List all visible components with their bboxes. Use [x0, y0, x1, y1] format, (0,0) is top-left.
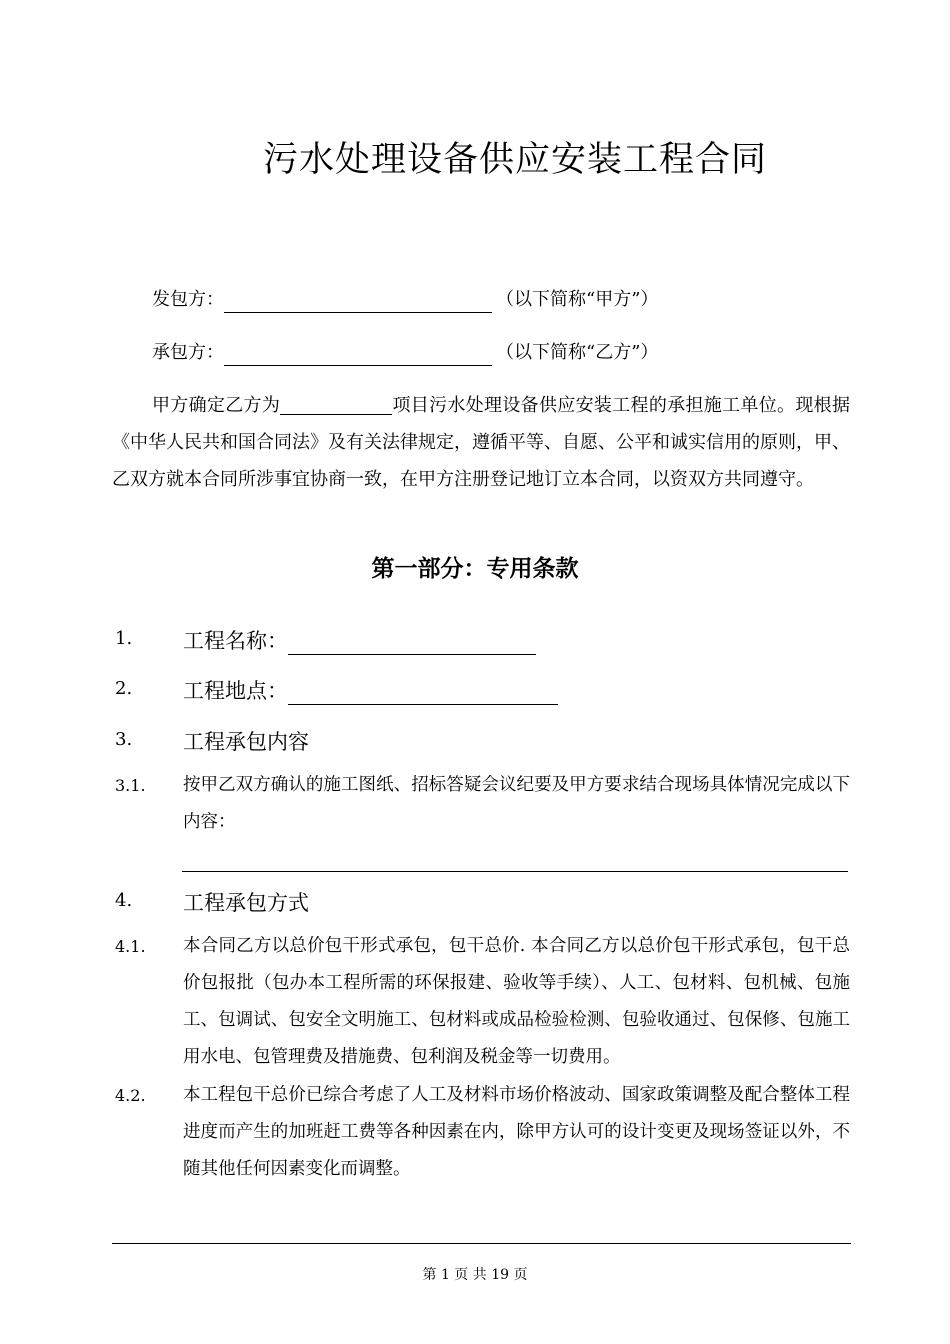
intro-part2: 项目污水处理设备供应安装工程的承担施工单位。现根据《中华人民共和国合同法》及有关法律规定，遵循平等、自愿、公平和诚实信用的原则，甲、乙双方就本合同所涉事宜协商一致，在甲方注册登记地订立本合同，以资双方共同遵守。: [112, 395, 850, 490]
contractor-note: （以下简称“乙方”）: [496, 342, 659, 363]
item-3-1-text: 按甲乙双方确认的施工图纸、招标答疑会议纪要及甲方要求结合现场具体情况完成以下内容：: [183, 775, 850, 832]
item-1-row: [183, 625, 536, 655]
item-4-label: 工程承包方式: [183, 891, 309, 915]
item-1-label: 工程名称：: [183, 629, 288, 653]
employer-note: （以下简称“甲方”）: [496, 289, 659, 310]
item-4-1-number: 4.1.: [115, 937, 146, 956]
item-2-label: 工程地点：: [183, 679, 288, 703]
footer-divider: [112, 1243, 851, 1244]
intro-part1: 甲方确定乙方为: [152, 395, 281, 416]
item-4-2-number: 4.2.: [115, 1086, 146, 1105]
item-2-row: [183, 675, 558, 705]
employer-line: [152, 287, 658, 313]
project-location-field[interactable]: [288, 678, 558, 705]
page-number: 第 1 页 共 19 页: [422, 1267, 528, 1283]
scope-blank-line[interactable]: [182, 871, 848, 872]
item-3-1-number: 3.1.: [115, 776, 146, 795]
item-1-number: 1.: [115, 628, 133, 649]
contractor-line: [152, 340, 658, 366]
item-2-number: 2.: [115, 678, 133, 699]
item-4-2-text: 本工程包干总价已综合考虑了人工及材料市场价格波动、国家政策调整及配合整体工程进度而产生的加班赶工费等各种因素在内，除甲方认可的设计变更及现场签证以外，不随其他任何因素变化而调整。: [183, 1085, 850, 1179]
employer-blank[interactable]: [224, 290, 492, 313]
employer-label: 发包方：: [152, 289, 224, 310]
item-3-number: 3.: [115, 729, 133, 750]
document-title: 污水处理设备供应安装工程合同: [262, 140, 767, 180]
item-4-number: 4.: [115, 890, 133, 911]
intro-paragraph: [112, 387, 850, 498]
project-name-blank[interactable]: [280, 390, 392, 415]
item-4-1-text: 本合同乙方以总价包干形式承包，包干总价. 本合同乙方以总价包干形式承包，包干总价包报批（包办本工程所需的环保报建、验收等手续）、人工、包材料、包机械、包施工、包调试、包安全文明施工、包材料或成品检验检测、包验收通过、包保修、包施工用水电、包管理费及措施费、包利润及税金等一切费用。: [183, 936, 850, 1067]
contractor-label: 承包方：: [152, 342, 224, 363]
project-name-field[interactable]: [288, 628, 536, 655]
item-3-label: 工程承包内容: [183, 730, 309, 754]
contractor-blank[interactable]: [224, 343, 492, 366]
section-heading: 第一部分：专用条款: [371, 556, 579, 582]
